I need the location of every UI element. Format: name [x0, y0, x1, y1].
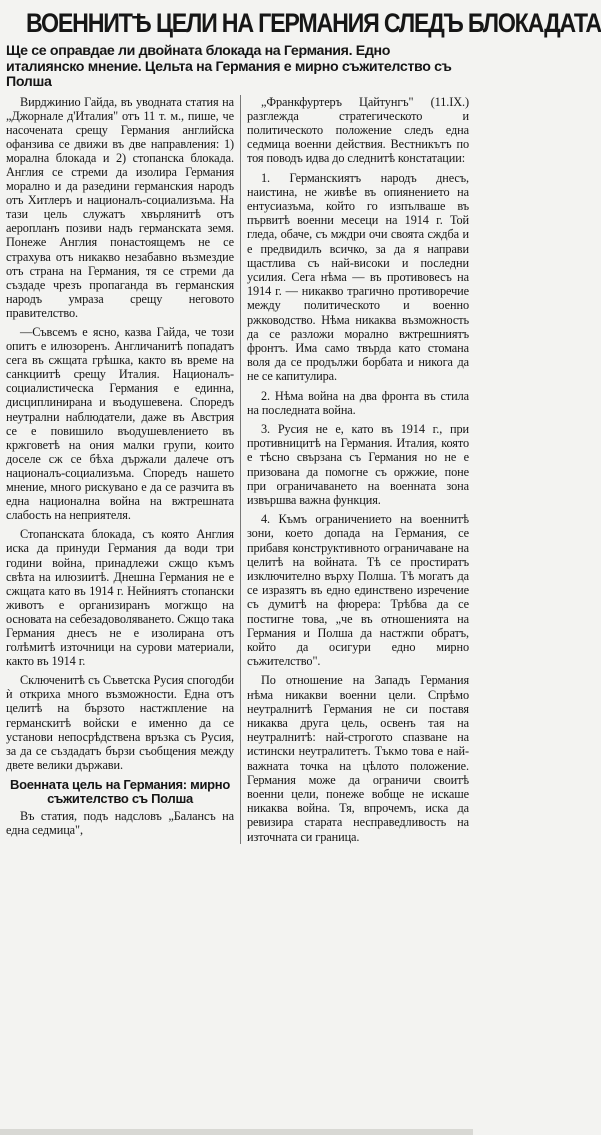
- right-column: [240, 95, 469, 844]
- right-paragraph: 4. Къмъ ограничението на военнитѣ зони, което допада на Германия, се прибавя конструктивното ограничаване на целитѣ на войната. Тѣ се простиратъ изключително върху Полша. Тѣ могатъ да се изразятъ въ едно единствено изречение съ думитѣ на фюрера: Трѣбва да се постигне това, „че въ отношенията на Германия и Полша да настжпи обратъ, който да осигури едно мирно съжителство".: [247, 512, 469, 669]
- left-paragraph: Сключенитѣ съ Съветска Русия спогодби ѝ откриха много възможности. Една отъ целитѣ на бързото настжпление на германскитѣ войски е именно да се установи непосрѣдствена връзка съ Русия, за да се създадатъ бързи съобщения между двете велики държави.: [6, 673, 234, 772]
- section-paragraph: Въ статия, подъ надсловъ „Балансъ на една седмица",: [6, 808, 234, 837]
- right-paragraph: 2. Нѣма война на два фронта въ стила на последната война.: [247, 388, 469, 417]
- right-paragraph: По отношение на Западъ Германия нѣма никакви военни цели. Спрѣмо неутралнитѣ Германия не си поставя никаква друга цель, освенъ тая на неутралнитѣ: най-строгото спазване на истински неутралитетъ. Тъкмо това е най-важната точка на цѣлото положение. Германия може да ограничи своитѣ военни цели, понеже вобще не искаше никаква война. Тя, впрочемъ, иска да ревизира старата несправедливость на източната си граница.: [247, 673, 469, 844]
- section-heading: Военната цель на Германия: мирно съжителство съ Полша: [10, 776, 230, 807]
- left-paragraph: —Съвсемъ е ясно, казва Гайда, че този опитъ е илюзоренъ. Англичанитѣ попадатъ сега въ сжщата грѣшка, както въ време на санкциитѣ срещу Италия. Националъ-социалистическа Германия е единна, дисциплинирана и въодушевена. Споредъ неутрални наблюдатели, даже въ Австрия се е повишило въодушевлението въ кржговетѣ на ония малки групи, които доселе сж се бѣха държали далече отъ националъ-социализъма. Споредъ нашето мнение, много рискувано е да се разчита въ една национална война на вжтрешната слабость на неприятеля.: [6, 325, 234, 523]
- article-columns: [6, 95, 467, 844]
- right-paragraph: 3. Русия не е, като въ 1914 г., при противницитѣ на Германия. Италия, която е тѣсно свързана съ Германия но не е призована да помогне съ оржжие, поне при ограничаването на военната зона извършва важна функция.: [247, 421, 469, 507]
- page-bottom-edge: [0, 1129, 473, 1135]
- left-paragraph: Стопанската блокада, съ която Англия иска да принуди Германия да води три години война, принадлежи сжщо къмъ свѣта на илюзиитѣ. Днешна Германия не е сжщата като въ 1914 г. Нейниятъ стопански животъ е организиранъ могжщо на основата на себезадоволяването. Сжщо така Германия днесъ не е изолирана отъ голѣмитѣ източници на сурови материали, както въ 1914 г.: [6, 527, 234, 669]
- right-paragraph: „Франкфуртеръ Цайтунгъ" (11.IX.) разглежда стратегическото и политическото положение следъ една седмица военни действия. Вестникътъ по тоя поводъ идва до следнитѣ констатации:: [247, 94, 469, 166]
- article-subheadline: Ще се оправдае ли двойната блокада на Германия. Едно италиянско мнение. Цельта на Германия е мирно съжителство съ Полша: [6, 43, 452, 90]
- right-paragraph: 1. Германскиятъ народъ днесъ, наистина, не живѣе въ опиянението на ентусиазъма, който го изпълваше въ първитѣ военни месеци на 1914 г. Той гледа, обаче, съ мждри очи своята сждба и е предвидилъ всичко, за да я направи щастлива съ най-високи и последни усилия. Сега нѣма — въ противовесъ на 1914 г. — никакво трагично противоречие между политическото и военно ржководство. Нѣма никаква възможность да се разложи морално вжтрешниятъ фронтъ. Има само твърда като стомана воля да се продължи борбата и никога да не се капитулира.: [247, 170, 469, 384]
- left-column: [6, 95, 234, 844]
- left-paragraph: Вирджинио Гайда, въ уводната статия на „Джорнале д'Италия" отъ 11 т. м., пише, че насочената срещу Германия английска офанзива се движи въ две направления: 1) морална блокада и 2) стопанска блокада. Англия се стреми да изолира Германия морално и да разедини германския народъ отъ Хитлеръ и националъ-социализъма. На тази цель служатъ хвърлянитѣ отъ аеропланъ позиви надъ германската земя. Понеже Англия понастоящемъ не се страхува отъ никакво незабавно възмездие отъ страна на Германия, тя се стреми да създаде чрезъ пропаганда въ германския народъ умраза срещу неговото правителство.: [6, 94, 234, 320]
- article-headline: ВОЕННИТѢ ЦЕЛИ НА ГЕРМАНИЯ СЛЕДЪ БЛОКАДАТА: [26, 8, 601, 38]
